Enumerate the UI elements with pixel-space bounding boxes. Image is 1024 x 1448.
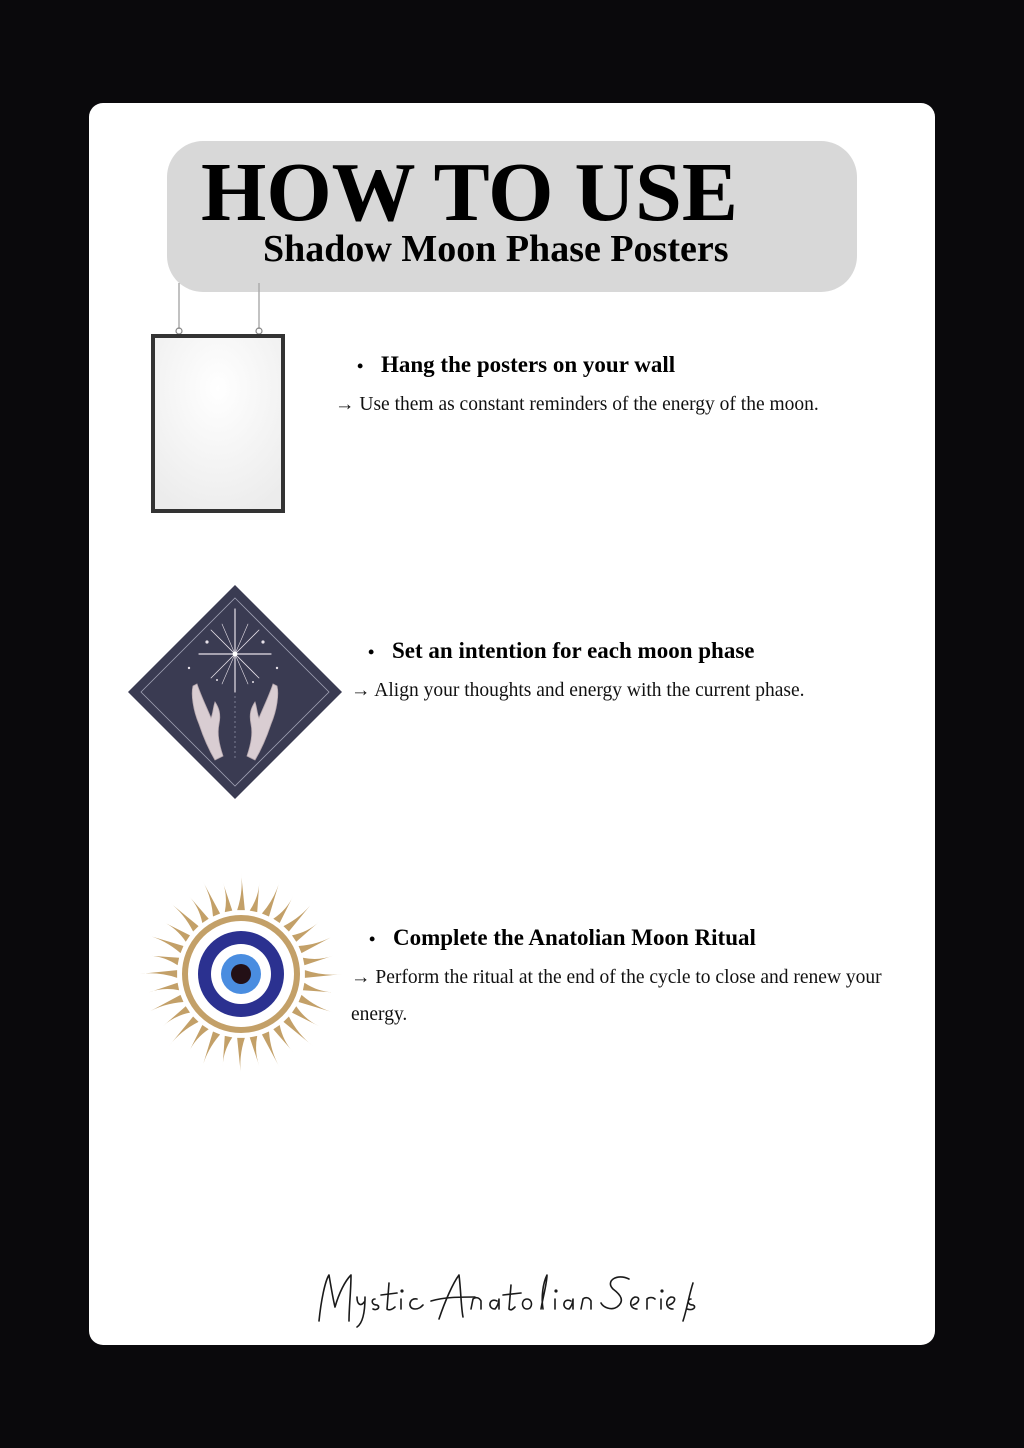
step-2-heading [351, 636, 911, 667]
sun-ray [292, 1006, 319, 1026]
bullet: • [369, 929, 376, 949]
sun-ray [202, 1032, 220, 1069]
sun-ray [237, 1038, 245, 1076]
sun-ray [303, 956, 333, 966]
page-card [89, 103, 935, 1345]
hanging-poster-frame-icon [147, 283, 287, 518]
sun-ray [237, 872, 245, 910]
sun-ray [163, 1006, 190, 1026]
step-2-heading-text: Set an intention for each moon phase [392, 638, 755, 663]
sun-ray [262, 1032, 280, 1069]
sun-ray [299, 935, 336, 953]
page-title: HOW TO USE [201, 146, 738, 239]
sun-ray [149, 983, 179, 993]
step-1-heading-text: Hang the posters on your wall [381, 352, 676, 377]
bullet: • [368, 642, 375, 662]
sun-ray [305, 970, 343, 978]
sun-ray [139, 970, 177, 978]
sun-ray [149, 956, 179, 966]
sun-ray [147, 935, 184, 953]
sun-ray [292, 922, 319, 942]
page-subtitle: Shadow Moon Phase Posters [263, 228, 729, 270]
sun-ray [163, 922, 190, 942]
sun-ray [223, 882, 233, 912]
sun-ray [223, 1036, 233, 1066]
sun-ray [147, 995, 184, 1013]
sun-ray [299, 995, 336, 1013]
hands-star-diamond-icon [127, 584, 343, 805]
step-3 [351, 923, 911, 1033]
sun-ray [262, 880, 280, 917]
sun-ray [202, 880, 220, 917]
step-1-description: → Use them as constant reminders of the energy of the moon. [335, 394, 819, 415]
step-1-heading [335, 350, 905, 381]
step-2-description: → Align your thoughts and energy with the current phase. [351, 680, 805, 701]
sun-ray [273, 896, 293, 923]
sun-ray [189, 896, 209, 923]
sun-ray [250, 882, 260, 912]
sun-ray [189, 1025, 209, 1052]
step-3-heading-text: Complete the Anatolian Moon Ritual [393, 925, 756, 950]
series-signature-logo [299, 1261, 719, 1336]
bullet: • [357, 356, 364, 376]
sun-ray [303, 983, 333, 993]
step-2 [351, 636, 911, 709]
step-3-heading [351, 923, 911, 954]
sun-ray [250, 1036, 260, 1066]
sun-ray [273, 1025, 293, 1052]
evil-eye-sun-icon [137, 870, 345, 1083]
step-1 [335, 350, 905, 423]
step-3-description: → Perform the ritual at the end of the cycle to close and renew your energy. [351, 967, 882, 1025]
